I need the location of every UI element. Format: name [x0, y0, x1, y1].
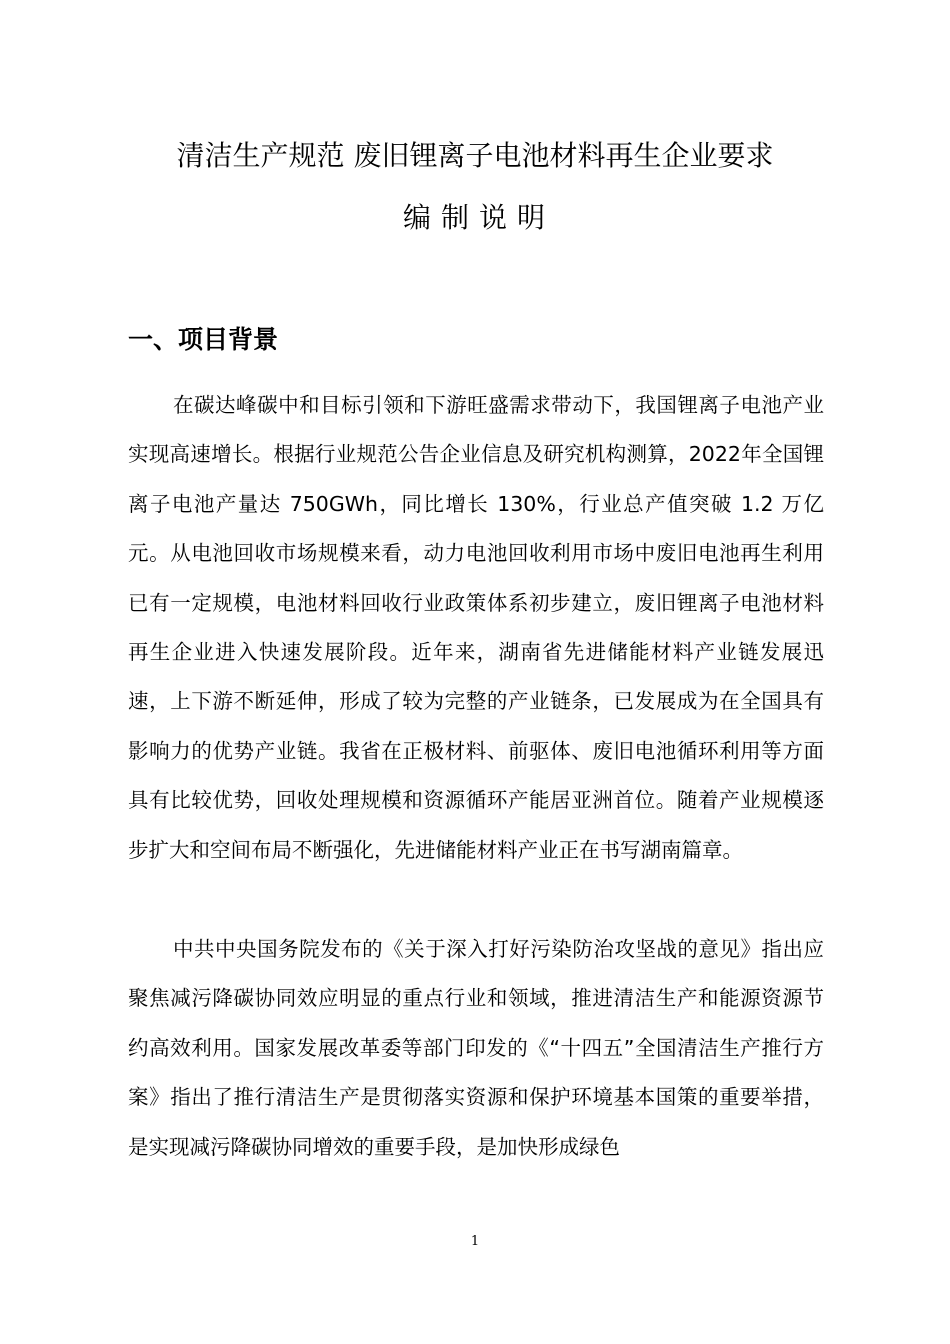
page-number: 1 — [470, 1234, 480, 1249]
body-paragraph: 在碳达峰碳中和目标引领和下游旺盛需求带动下，我国锂离子电池产业实现高速增长。根据行业规范公告企业信息及研究机构测算，2022年全国锂离子电池产量达 750GWh，同比增长 130%，行业总产值突破 1.2 万亿元。从电池回收市场规模来看，动力电池回收利用市场中废旧电池再生利用已有一定规模，电池材料回收行业政策体系初步建立，废旧锂离子电池材料再生企业进入快速发展阶段。近年来，湖南省先进储能材料产业链发展迅速，上下游不断延伸，形成了较为完整的产业链条，已发展成为在全国具有影响力的优势产业链。我省在正极材料、前驱体、废旧电池循环利用等方面具有比较优势，回收处理规模和资源循环产能居亚洲首位。随着产业规模逐步扩大和空间布局不断强化，先进储能材料产业正在书写湖南篇章。 — [128, 393, 824, 862]
body-paragraph: 中共中央国务院发布的《关于深入打好污染防治攻坚战的意见》指出应聚焦减污降碳协同效应明显的重点行业和领域，推进清洁生产和能源资源节约高效利用。国家发展改革委等部门印发的《“十四五”全国清洁生产推行方案》指出了推行清洁生产是贯彻落实资源和保护环境基本国策的重要举措，是实现减污降碳协同增效的重要手段，是加快形成绿色 — [128, 937, 824, 1159]
section-heading: 一、项目背景 — [128, 325, 279, 354]
document-subtitle: 编制说明 — [402, 201, 555, 234]
document-title: 清洁生产规范 废旧锂离子电池材料再生企业要求 — [176, 139, 774, 172]
